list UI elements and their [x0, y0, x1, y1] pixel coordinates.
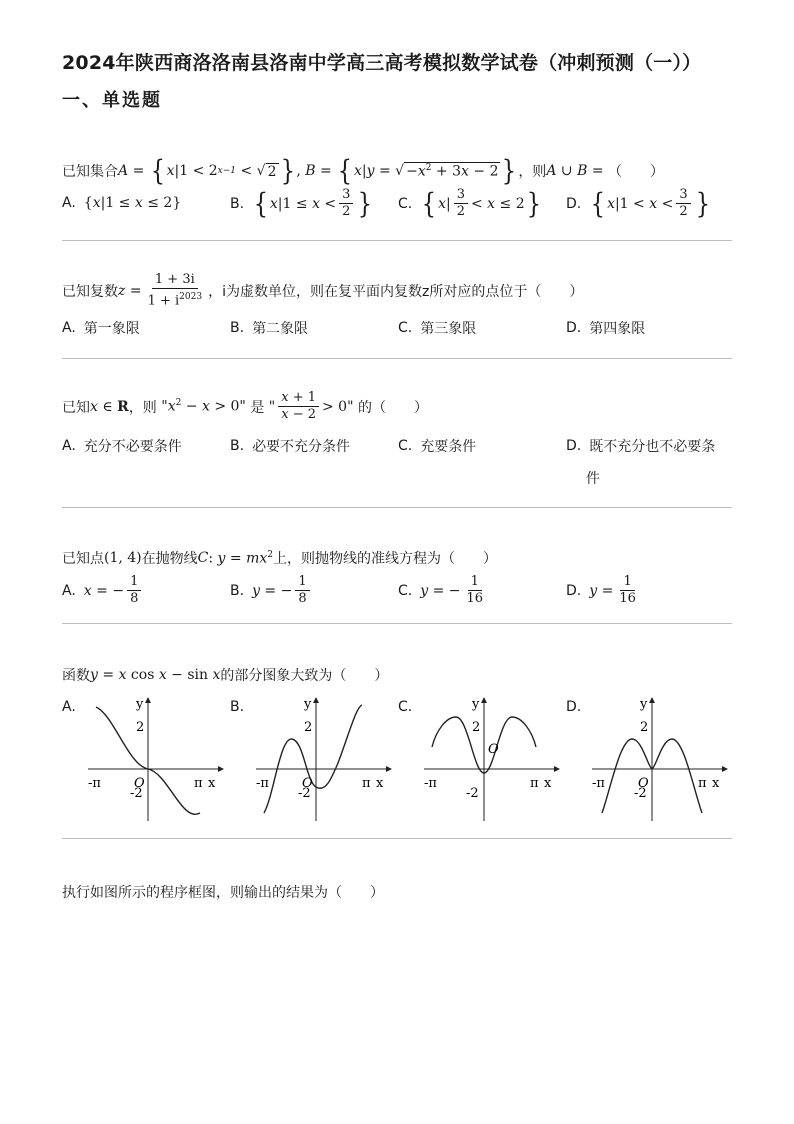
svg-text:O: O: [638, 776, 649, 791]
divider: [62, 507, 732, 508]
question-5-stem: 函数 y = x cos x − sin x 的部分图象大致为（ ）: [62, 667, 389, 684]
svg-text:2: 2: [304, 720, 313, 735]
option-d-wrap: 件: [586, 471, 600, 487]
option-c: C. { x | $\frac{3}{2}$ < x ≤ 2 }: [398, 186, 541, 220]
question-2: [62, 272, 732, 342]
question-3: [62, 390, 732, 490]
question-4: [62, 548, 732, 618]
graph-d: [588, 695, 728, 825]
option-d: D. 第四象限: [566, 320, 646, 337]
option-d: D.: [566, 699, 582, 715]
svg-text:π: π: [194, 776, 203, 791]
divider: [62, 358, 732, 359]
divider: [62, 240, 732, 241]
svg-text:π: π: [362, 776, 371, 791]
svg-text:-π: -π: [256, 776, 269, 791]
section-heading: 一、单选题: [62, 90, 162, 111]
option-d: D. { x |1 < x < $\frac{3}{2}$ }: [566, 186, 710, 220]
svg-text:-π: -π: [592, 776, 605, 791]
question-1: [62, 155, 732, 235]
option-d: D. y = $\frac{1}{16}$: [566, 574, 636, 606]
graph-a: [84, 695, 224, 825]
option-a: A.: [62, 699, 76, 715]
svg-text:π: π: [530, 776, 539, 791]
graph-b: [252, 695, 392, 825]
option-b: B. 必要不充分条件: [230, 438, 351, 455]
option-c: C. 第三象限: [398, 320, 477, 337]
option-b: B. y = − $\frac{1}{8}$: [230, 574, 313, 607]
graph-c: [420, 695, 560, 825]
option-a: A. x = − $\frac{1}{8}$: [62, 574, 144, 607]
option-a: A. 第一象限: [62, 320, 140, 337]
svg-text:y: y: [640, 697, 648, 712]
svg-text:-π: -π: [424, 776, 437, 791]
option-c: C. y = − $\frac{1}{16}$: [398, 574, 484, 606]
svg-text:2: 2: [472, 720, 481, 735]
question-4-stem: 已知点 (1, 4) 在抛物线 C : $y = mx^2$ 上，则抛物线的准线方程为（ ）: [62, 549, 497, 567]
svg-text:O: O: [302, 776, 313, 791]
svg-text:x: x: [712, 776, 720, 791]
question-3-stem: 已知 x ∈ R ，则 "$x^2 - x > 0$" 是 " $\frac{x + 1}{x - 2}$ > 0" 的（ ）: [62, 390, 428, 422]
option-a: A. {x|1 ≤ x ≤ 2}: [62, 195, 182, 211]
divider: [62, 623, 732, 624]
svg-text:x: x: [544, 776, 552, 791]
question-5: [62, 665, 732, 825]
option-b: B. { x |1 ≤ x < $\frac{3}{2}$ }: [230, 186, 373, 220]
svg-text:2: 2: [640, 720, 649, 735]
option-a: A. 充分不必要条件: [62, 438, 182, 455]
svg-text:2: 2: [136, 720, 145, 735]
option-b: B. 第二象限: [230, 320, 309, 337]
svg-text:x: x: [208, 776, 216, 791]
svg-text:O: O: [134, 776, 145, 791]
question-2-stem: 已知复数 z = $\frac{1 + 3i}{1 + i^{2023}}$ ，i为虚数单位，则在复平面内复数z所对应的点位于（ ）: [62, 272, 584, 309]
svg-text:O: O: [488, 742, 499, 757]
svg-text:y: y: [304, 697, 312, 712]
page-title: 2024年陕西商洛洛南县洛南中学高三高考模拟数学试卷（冲刺预测（一））: [62, 52, 702, 74]
svg-text:y: y: [136, 697, 144, 712]
option-d: D. 既不充分也不必要条: [566, 438, 716, 455]
option-c: C.: [398, 699, 413, 715]
question-1-stem: 已知集合 A = { x |1 < 2 x−1 < √ 2 } , B = { x | y = √ $-x^2 + 3x - 2$ } ，则 A ∪ B = （ ）: [62, 154, 665, 187]
divider: [62, 838, 732, 839]
svg-text:y: y: [472, 697, 480, 712]
question-6-stem: 执行如图所示的程序框图，则输出的结果为（ ）: [62, 885, 384, 901]
svg-text:-2: -2: [634, 786, 647, 801]
svg-text:-2: -2: [298, 786, 311, 801]
svg-text:-2: -2: [466, 786, 479, 801]
svg-text:π: π: [698, 776, 707, 791]
svg-text:x: x: [376, 776, 384, 791]
svg-text:-2: -2: [130, 786, 143, 801]
question-6: [62, 882, 732, 906]
option-c: C. 充要条件: [398, 438, 477, 455]
option-b: B.: [230, 699, 245, 715]
svg-text:-π: -π: [88, 776, 101, 791]
